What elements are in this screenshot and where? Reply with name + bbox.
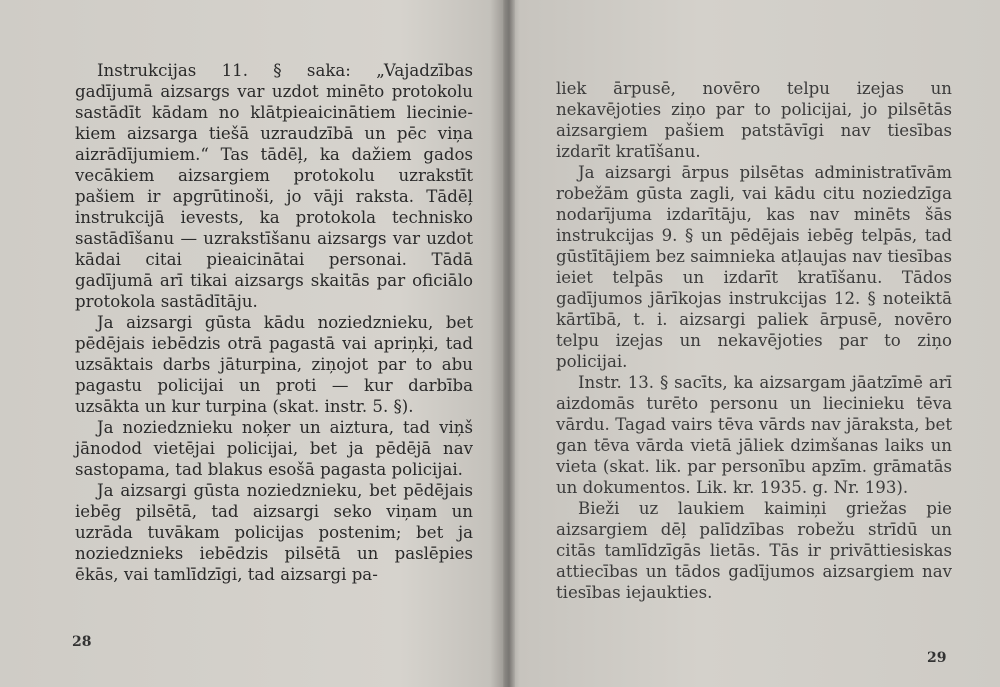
paragraph: Ja aizsargi ārpus pilsētas administratīvām robežām gūsta zagli, vai kādu citu noziedzīga nodarījuma izdarītāju, kas nav minēts šās instrukcijas 9. § un pēdējais iebēg telpās, tad gūstītājiem bez saimnieka atļaujas nav tiesības ieiet telpās un izdarīt kratīšanu. Tādos gadījumos jārīkojas instrukcijas 12. § noteiktā kārtībā, t. i. aizsargi paliek ārpusē, novēro telpu izejas un nekavējoties par to ziņo policijai. [556, 163, 952, 371]
paragraph: Ja noziedznieku noķer un aiztura, tad viņš jānodod vietējai policijai, bet ja pēdējā nav sastopama, tad blakus esošā pagasta policijai. [75, 418, 473, 479]
paragraph: Bieži uz laukiem kaimiņi griežas pie aizsargiem dēļ palīdzības robežu strīdū un citās tamlīdzīgās lietās. Tās ir privāttiesiskas attiecības un tādos gadījumos aizsargiem nav tiesības iejaukties. [556, 499, 952, 602]
paragraph: liek ārpusē, novēro telpu izejas un nekavējoties ziņo par to policijai, jo pilsētās aizsargiem pašiem patstāvīgi nav tiesības izdarīt kratīšanu. [556, 79, 952, 161]
page-number-left: 28 [72, 634, 92, 650]
left-page-text [75, 60, 473, 585]
paragraph: Ja aizsargi gūsta kādu noziedznieku, bet pēdējais iebēdzis otrā pagastā vai apriņķi, tad uzsāktais darbs jāturpina, ziņojot par to abu pagastu policijai un proti — kur darbība uzsākta un kur turpina (skat. instr. 5. §). [75, 313, 473, 416]
page-number-right: 29 [927, 650, 947, 666]
paragraph: Ja aizsargi gūsta noziedznieku, bet pēdējais iebēg pilsētā, tad aizsargi seko viņam un uzrāda tuvākam policijas postenim; bet ja noziedznieks iebēdzis pilsētā un paslēpies ēkās, vai tamlīdzīgi, tad aizsargi pa- [75, 481, 473, 584]
right-page-text [556, 78, 952, 603]
paragraph: Instr. 13. § sacīts, ka aizsargam jāatzīmē arī aizdomās turēto personu un liecinieku tēva vārdu. Tagad vairs tēva vārds nav jāraksta, bet gan tēva vārda vietā jāliek dzimšanas laiks un vieta (skat. lik. par personību apzīm. grāmatās un dokumentos. Lik. kr. 1935. g. Nr. 193). [556, 373, 952, 497]
paragraph: Instrukcijas 11. § saka: „Vajadzības gadījumā aizsargs var uzdot minēto protokolu sastādīt kādam no klātpieaicinātiem lieciniekiem aizsarga tiešā uzraudzībā un pēc viņa aizrādījumiem.“ Tas tādēļ, ka dažiem gados vecākiem aizsargiem protokolu uzrakstīt pašiem ir apgrūtinoši, jo vāji raksta. Tādēļ instrukcijā ievests, ka protokola technisko sastādīšanu — uzrakstīšanu aizsargs var uzdot kādai citai pieaicinātai personai. Tādā gadījumā arī tikai aizsargs skaitās par oficiālo protokola sastādītāju. [75, 61, 473, 311]
right-page [512, 0, 1000, 687]
